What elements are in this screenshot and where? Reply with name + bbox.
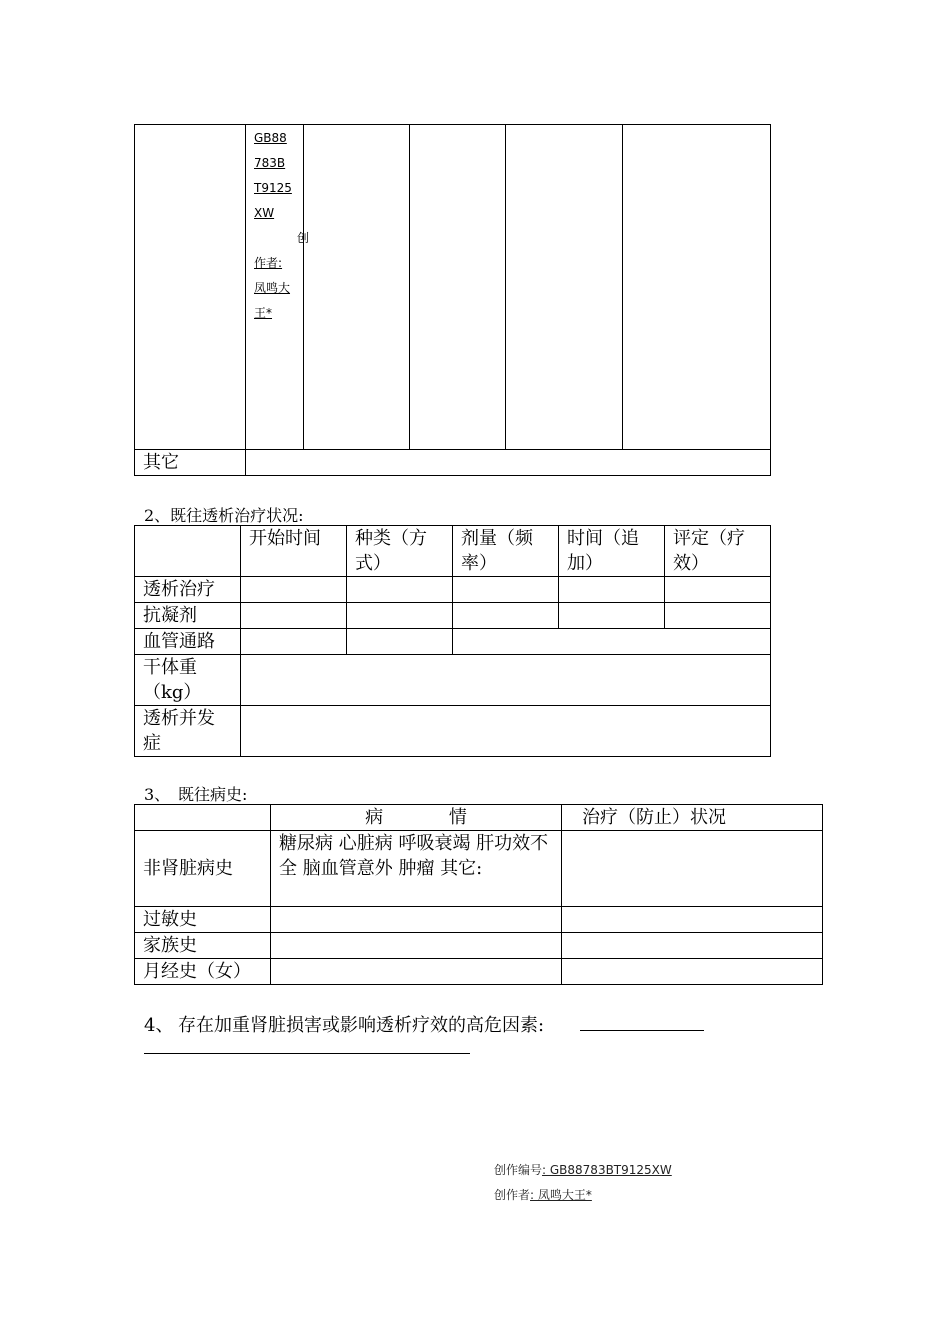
dialysis-corner <box>135 526 241 577</box>
section4-answer-line <box>580 1030 704 1031</box>
section3-heading-num: 3、 <box>144 785 171 804</box>
history-col-treatment: 治疗（防止）状况 <box>562 805 823 831</box>
footer-code-value: : GB88783BT9125XW <box>542 1163 672 1177</box>
dialysis-header: 剂量（频率） <box>453 526 559 577</box>
note-author-name: 王* <box>254 306 273 320</box>
dialysis-row-label: 透析治疗 <box>135 577 241 603</box>
history-cell <box>562 907 823 933</box>
dialysis-cell <box>559 603 665 629</box>
table1-side-note-cell <box>246 125 309 450</box>
table1-empty-cell <box>623 125 771 450</box>
dialysis-row-label: 透析并发症 <box>135 706 241 757</box>
section4-answer-line-2 <box>144 1053 470 1054</box>
history-cell <box>562 959 823 985</box>
note-code-line: T9125 <box>254 181 292 195</box>
footer-author <box>494 1183 592 1208</box>
dialysis-cell <box>241 706 771 757</box>
dialysis-cell <box>453 629 771 655</box>
footer-code <box>494 1158 672 1183</box>
history-non-kidney-content: 糖尿病 心脏病 呼吸衰竭 肝功效不全 脑血管意外 肿瘤 其它: <box>271 831 562 907</box>
footer-author-value: : 凤鸣大王* <box>530 1188 592 1202</box>
history-table <box>134 804 823 985</box>
table1-empty-cell <box>304 125 410 450</box>
dialysis-cell <box>347 629 453 655</box>
history-col-condition: 病 情 <box>271 805 562 831</box>
dialysis-cell <box>665 603 771 629</box>
history-cell <box>271 907 562 933</box>
dialysis-table <box>134 525 771 757</box>
footer-author-label: 创作者 <box>494 1188 531 1202</box>
dialysis-row-label: 干体重（kg） <box>135 655 241 706</box>
dialysis-cell <box>453 603 559 629</box>
table1-empty-cell <box>135 125 246 450</box>
note-author-name: 凤鸣大 <box>254 281 291 295</box>
dialysis-header: 种类（方式） <box>347 526 453 577</box>
history-cell <box>271 959 562 985</box>
footer-code-label: 创作编号 <box>494 1163 543 1177</box>
note-code-line: XW <box>254 206 275 220</box>
table1-empty-cell <box>506 125 623 450</box>
table1-other-value <box>246 450 771 476</box>
dialysis-cell <box>347 577 453 603</box>
dialysis-cell <box>665 577 771 603</box>
dialysis-row-label: 抗凝剂 <box>135 603 241 629</box>
dialysis-cell <box>241 655 771 706</box>
history-row-label: 非肾脏病史 <box>135 831 271 907</box>
dialysis-header: 评定（疗效） <box>665 526 771 577</box>
dialysis-header: 开始时间 <box>241 526 347 577</box>
section3-heading-text: 既往病史: <box>178 785 248 804</box>
dialysis-cell <box>241 629 347 655</box>
dialysis-cell <box>453 577 559 603</box>
table1-empty-cell <box>410 125 506 450</box>
dialysis-header: 时间（追加） <box>559 526 665 577</box>
dialysis-cell <box>241 603 347 629</box>
section4-num: 4、 <box>144 1015 174 1036</box>
history-cell <box>562 933 823 959</box>
history-row-label: 过敏史 <box>135 907 271 933</box>
history-cell <box>562 831 823 907</box>
dialysis-cell <box>559 577 665 603</box>
note-code-line: GB88 <box>254 131 287 145</box>
history-cell <box>271 933 562 959</box>
history-row-label: 家族史 <box>135 933 271 959</box>
dialysis-row-label: 血管通路 <box>135 629 241 655</box>
note-author-label: 作者: <box>254 256 283 270</box>
dialysis-cell <box>241 577 347 603</box>
dialysis-cell <box>347 603 453 629</box>
table-1 <box>134 124 771 476</box>
note-chuang: 创 <box>296 231 309 245</box>
section2-heading: 2、既往透析治疗状况: <box>144 506 304 525</box>
history-row-label: 月经史（女） <box>135 959 271 985</box>
history-corner <box>135 805 271 831</box>
table1-other-label: 其它 <box>135 450 246 476</box>
note-code-line: 783B <box>254 156 286 170</box>
section4-text: 存在加重肾脏损害或影响透析疗效的高危因素: <box>178 1015 545 1036</box>
